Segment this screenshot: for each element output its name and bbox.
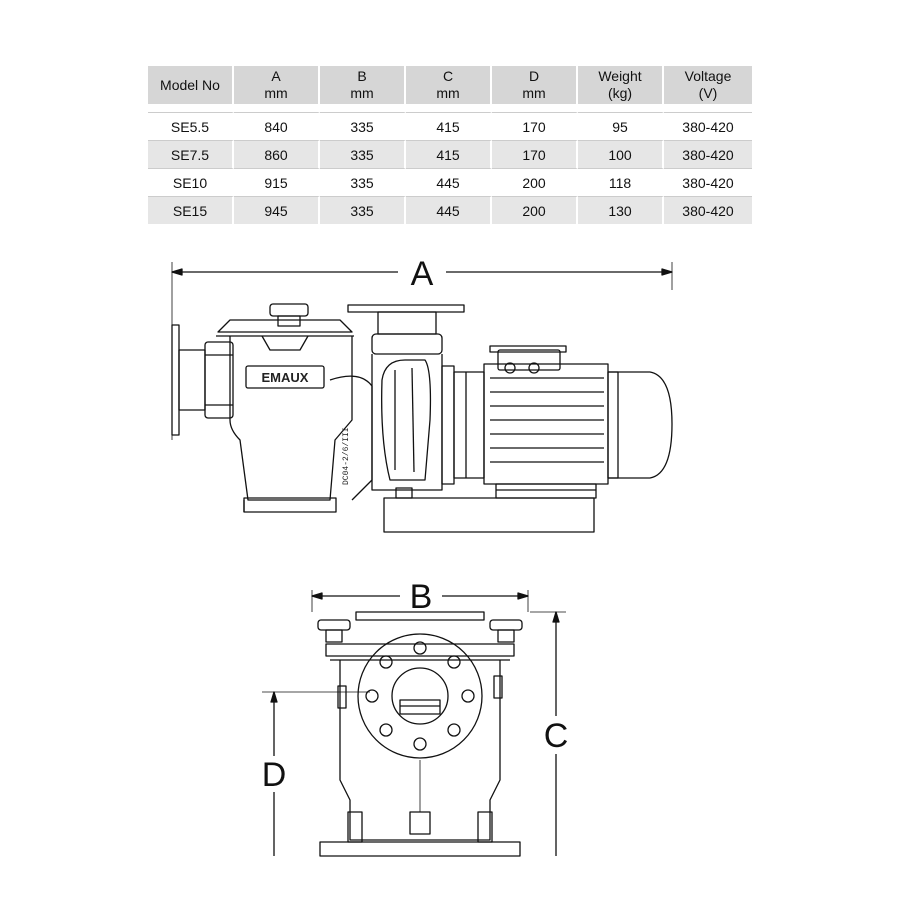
cell-d: 170 <box>492 141 578 168</box>
cell-voltage: 380-420 <box>664 141 752 168</box>
cell-model: SE15 <box>148 197 234 224</box>
cell-a: 860 <box>234 141 320 168</box>
header-weight: Weight (kg) <box>578 66 664 104</box>
cell-model: SE10 <box>148 168 234 197</box>
cell-d: 170 <box>492 112 578 141</box>
base-plate <box>384 484 596 532</box>
cell-a: 840 <box>234 112 320 141</box>
inlet-flange <box>172 325 233 435</box>
cell-a: 915 <box>234 168 320 197</box>
cell-model: SE7.5 <box>148 141 234 168</box>
header-d: D mm <box>492 66 578 104</box>
cell-b: 335 <box>320 168 406 197</box>
cell-a: 945 <box>234 197 320 224</box>
cell-d: 200 <box>492 168 578 197</box>
cell-voltage: 380-420 <box>664 168 752 197</box>
cell-weight: 118 <box>578 168 664 197</box>
dimension-a <box>172 255 672 440</box>
cell-weight: 95 <box>578 112 664 141</box>
header-a: A mm <box>234 66 320 104</box>
cell-c: 445 <box>406 197 492 224</box>
cell-b: 335 <box>320 197 406 224</box>
cell-model: SE5.5 <box>148 112 234 141</box>
discharge-flange <box>348 305 464 354</box>
dim-label-b: B <box>409 578 433 616</box>
side-view <box>172 255 672 532</box>
cell-d: 200 <box>492 197 578 224</box>
volute-body <box>372 354 442 498</box>
front-view <box>262 578 569 856</box>
dim-label-a: A <box>410 255 434 293</box>
header-b: B mm <box>320 66 406 104</box>
strainer-housing <box>216 304 372 512</box>
dim-label-d: D <box>261 756 287 794</box>
dimension-c <box>530 612 568 856</box>
cell-c: 445 <box>406 168 492 197</box>
header-model-no: Model No <box>148 66 234 104</box>
brand-label: EMAUX <box>261 370 309 385</box>
cell-voltage: 380-420 <box>664 197 752 224</box>
dimension-b <box>312 578 528 616</box>
cell-c: 415 <box>406 141 492 168</box>
cell-weight: 100 <box>578 141 664 168</box>
dim-label-c: C <box>543 717 569 755</box>
motor <box>484 346 672 484</box>
front-top <box>318 612 522 660</box>
cell-b: 335 <box>320 112 406 141</box>
header-voltage: Voltage (V) <box>664 66 752 104</box>
dimension-d <box>262 692 370 856</box>
cell-c: 415 <box>406 112 492 141</box>
front-flange <box>358 634 482 758</box>
cell-weight: 130 <box>578 197 664 224</box>
header-c: C mm <box>406 66 492 104</box>
cell-voltage: 380-420 <box>664 112 752 141</box>
serial-label: DC04-2/6/III <box>342 427 351 485</box>
pump-bracket <box>442 366 484 484</box>
cell-b: 335 <box>320 141 406 168</box>
